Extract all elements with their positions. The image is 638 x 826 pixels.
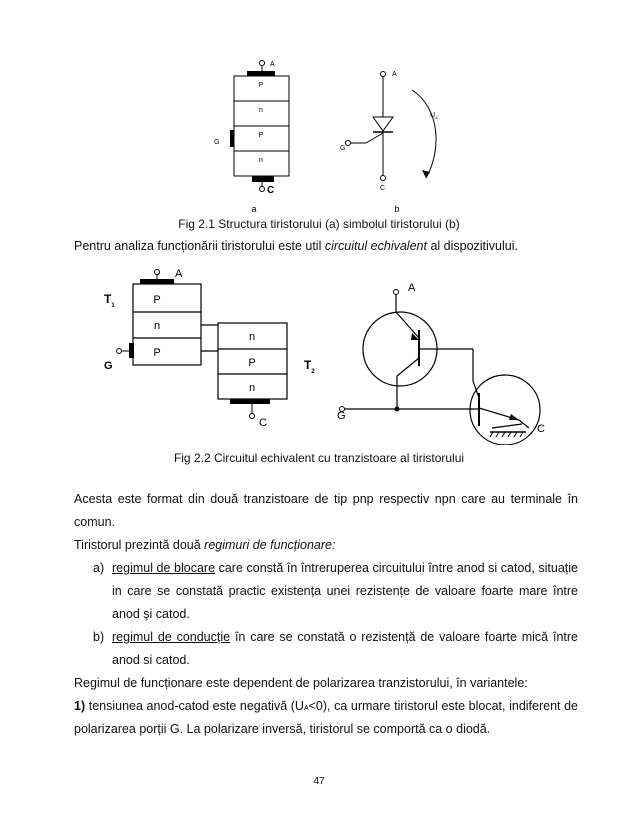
figure-2-2-caption: Fig 2.2 Circuitul echivalent cu tranzistoare al tiristorului <box>173 451 465 465</box>
item-a-marker: a) <box>93 561 105 575</box>
block-anode-label: A <box>175 268 183 280</box>
block-cathode-label: C <box>259 417 267 429</box>
item-b-line-1: regimul de conducție în care se constată o rezistență de valoare foarte mică între <box>112 630 578 644</box>
figure-2-1-caption: Fig 2.1 Structura tiristorului (a) simbolul tiristorului (b) <box>178 217 460 231</box>
anode-contact <box>247 71 275 76</box>
layer-label: n <box>259 107 263 114</box>
struct-cathode-label: C <box>267 185 275 196</box>
struct-anode-label: A <box>270 61 275 68</box>
struct-gate-label: G <box>214 139 220 146</box>
block-layer-label: n <box>153 320 161 332</box>
block-anode-contact <box>140 279 174 284</box>
symbol-cathode-label: C <box>380 185 386 192</box>
block-gate-contact <box>129 343 134 358</box>
item-a-line-3: anod şi catod. <box>112 607 190 621</box>
t2-label: $T_2$ <box>304 358 315 375</box>
block-gate-label: G <box>104 360 113 372</box>
thyristor-structure <box>214 61 289 215</box>
item-a-line-1: regimul de blocare care constă în întreruperea circuitului între anod si catod, situație <box>112 561 578 575</box>
paragraph-1-line-1: Acesta este format din două tranzistoare de tip pnp respectiv npn care au terminale în <box>74 492 578 506</box>
two-transistor-circuit <box>337 282 545 445</box>
layer-label: P <box>258 82 264 89</box>
block-layer-label: n <box>248 331 256 343</box>
circuit-cathode-label: C <box>537 423 545 435</box>
paragraph-4-line-1: 1) tensiunea anod-catod este negativă (UA<0), ca urmare tiristorul este blocat, indiferent de <box>74 699 579 713</box>
intro-paragraph: Pentru analiza funcționării tiristorului este util circuitul echivalent al dispozitivului. <box>74 239 518 253</box>
thyristor-symbol <box>340 71 438 214</box>
cathode-contact <box>252 176 274 182</box>
paragraph-3: Regimul de funcționare este dependent de polarizarea tranzistorului, în variantele: <box>74 676 528 690</box>
block-layer-label: P <box>153 294 161 306</box>
label-a: a <box>251 204 257 214</box>
t1-label: $T_1$ <box>104 292 115 309</box>
circuit-gate-label: G <box>337 410 346 422</box>
item-a-line-2: in care se constată practic existența unei rezistențe de valoare foarte mare între <box>112 584 578 598</box>
voltage-arrow <box>412 90 436 178</box>
item-b-marker: b) <box>93 630 105 644</box>
diode-triangle <box>373 117 393 131</box>
voltage-label: $U_A$ <box>430 112 438 120</box>
transistor-block-model <box>104 268 315 429</box>
paragraph-2: Tiristorul prezintă două regimuri de funcționare: <box>74 538 336 552</box>
paragraph-1-line-2: comun. <box>74 515 115 529</box>
symbol-anode-label: A <box>392 71 397 78</box>
symbol-gate-label: G <box>340 145 346 152</box>
npn-transistor <box>470 375 540 445</box>
figure-2-2 <box>0 255 638 445</box>
label-b: b <box>394 204 400 214</box>
circuit-anode-label: A <box>408 282 416 294</box>
block-layer-label: P <box>153 347 161 359</box>
gate-contact <box>230 130 234 147</box>
item-b-line-2: anod si catod. <box>112 653 190 667</box>
layer-label: P <box>258 132 264 139</box>
page-number: 47 <box>313 776 325 787</box>
block-layer-label: P <box>248 357 256 369</box>
figure-2-1 <box>0 0 638 230</box>
block-layer-label: n <box>248 382 256 394</box>
layer-label: n <box>259 157 263 164</box>
block-cathode-contact <box>230 399 270 404</box>
paragraph-4-line-2: polarizarea porții G. La polarizare inversă, tiristorul se comportă ca o diodă. <box>74 722 491 736</box>
